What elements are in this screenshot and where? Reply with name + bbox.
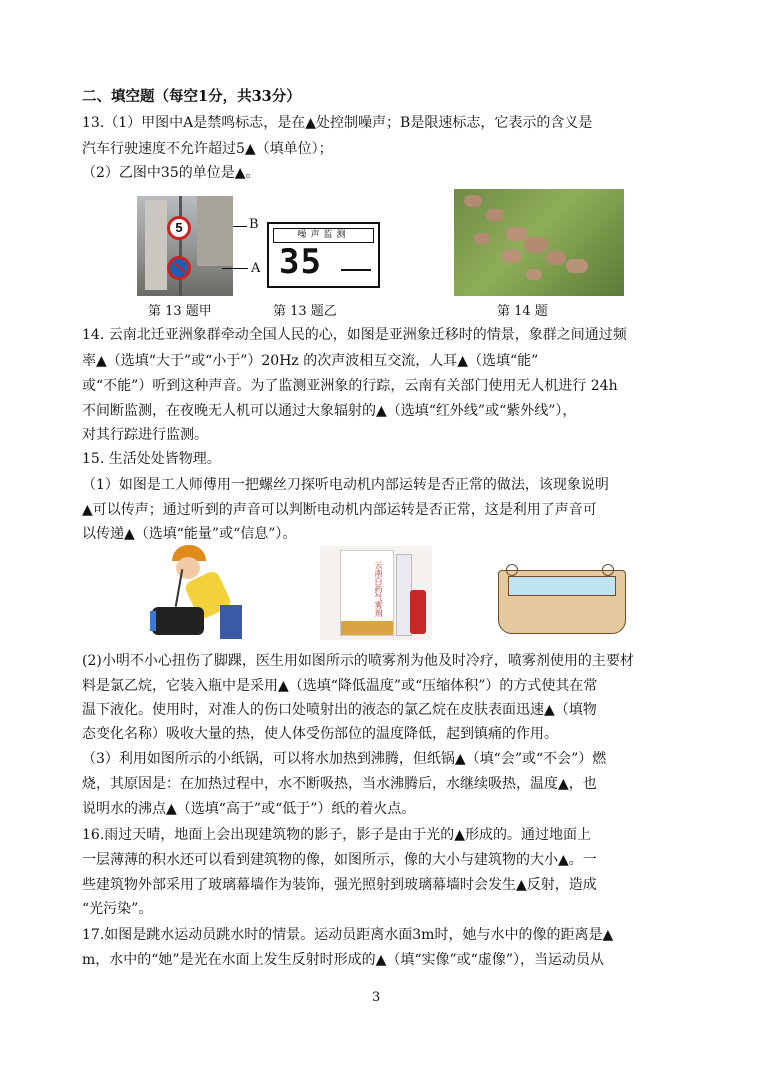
meter-title: 噪声监测 xyxy=(273,228,374,243)
q13-line2: 汽车行驶速度不允许超过5▲（填单位）； xyxy=(82,141,333,157)
meter-value: 35 xyxy=(279,242,322,282)
q13-line3: （2）乙图中35的单位是▲。 xyxy=(82,165,260,181)
caption-14: 第 14 题 xyxy=(497,304,548,319)
q14-line5: 对其行踪进行监测。 xyxy=(82,427,208,443)
elephant-photo xyxy=(454,189,624,296)
q14-line3: 或“不能”）听到这种声音。为了监测亚洲象的行踪，云南有关部门使用无人机进行 24h xyxy=(82,378,618,394)
spray-label: 云南白药气雾剂 xyxy=(374,561,383,617)
q15-3-line3: 说明水的沸点▲（选填“高于”或“低于”）纸的着火点。 xyxy=(82,801,416,817)
page-number: 3 xyxy=(372,990,381,1005)
q15-3-line2: 烧，其原因是：在加热过程中，水不断吸热，当水沸腾后，水继续吸热，温度▲，也 xyxy=(82,776,597,792)
no-horn-sign xyxy=(167,256,191,280)
q14-line1: 14. 云南北迁亚洲象群牵动全国人民的心，如图是亚洲象迁移时的情景，象群之间通过频 xyxy=(82,327,627,343)
q15-1-line3: 以传递▲（选填“能量”或“信息”）。 xyxy=(82,526,297,542)
caption-13-yi: 第 13 题乙 xyxy=(273,304,337,319)
q17-line1: 17.如图是跳水运动员跳水时的情景。运动员距离水面3m时，她与水中的像的距离是▲ xyxy=(82,927,614,943)
q16-line4: “光污染”。 xyxy=(82,901,153,917)
label-b: B xyxy=(249,217,259,232)
spray-figure xyxy=(320,546,432,640)
q15-1-line2: ▲可以传声；通过听到的声音可以判断电动机内部运转是否正常，这是利用了声音可 xyxy=(82,502,597,518)
q17-line2: m，水中的“她”是光在水面上发生反射时形成的▲（填“实像”或“虚像”），当运动员从 xyxy=(82,952,604,968)
label-b-line xyxy=(233,226,247,227)
spray-box xyxy=(340,550,394,636)
section-title: 二、填空题（每空1分，共33分） xyxy=(82,88,301,105)
q14-line2: 率▲（选填“大于”或“小于”）20Hz 的次声波相互交流，人耳▲（选填“能” xyxy=(82,353,539,369)
sign-photo xyxy=(137,196,233,296)
q15-2-line2: 料是氯乙烷，它装入瓶中是采用▲（选填“降低温度”或“压缩体积”）的方式使其在常 xyxy=(82,678,598,694)
noise-meter xyxy=(267,222,380,288)
q16-line3: 些建筑物外部采用了玻璃幕墙作为装饰，强光照射到玻璃幕墙时会发生▲反射，造成 xyxy=(82,877,597,893)
q15-2-line1: (2)小明不小心扭伤了脚踝，医生用如图所示的喷雾剂为他及时冷疗，喷雾剂使用的主要材 xyxy=(82,653,634,669)
speed-limit-sign: 5 xyxy=(167,216,191,240)
worker-motor-figure xyxy=(150,545,250,640)
q16-line1: 16.雨过天晴，地面上会出现建筑物的影子，影子是由于光的▲形成的。通过地面上 xyxy=(82,827,592,843)
q15-2-line4: 态变化名称）吸收大量的热，使人体受伤部位的温度降低，起到镇痛的作用。 xyxy=(82,726,558,742)
caption-13-jia: 第 13 题甲 xyxy=(148,304,212,319)
q15-1-line1: （1）如图是工人师傅用一把螺丝刀探听电动机内部运转是否正常的做法，该现象说明 xyxy=(82,477,609,493)
q14-line4: 不间断监测，在夜晚无人机可以通过大象辐射的▲（选填“红外线”或“紫外线”）， xyxy=(82,403,577,419)
q15-3-line1: （3）利用如图所示的小纸锅，可以将水加热到沸腾，但纸锅▲（填“会”或“不会”）燃 xyxy=(82,751,607,767)
q15-intro: 15. 生活处处皆物理。 xyxy=(82,451,221,467)
q15-2-line3: 温下液化。使用时，对准人的伤口处喷射出的液态的氯乙烷在皮肤表面迅速▲（填物 xyxy=(82,702,597,718)
paper-pot-figure xyxy=(494,556,634,638)
label-a: A xyxy=(251,261,261,276)
q16-line2: 一层薄薄的积水还可以看到建筑物的像，如图所示，像的大小与建筑物的大小▲。一 xyxy=(82,852,597,868)
q13-line1: 13.（1）甲图中A是禁鸣标志，是在▲处控制噪声；B是限速标志，它表示的含义是 xyxy=(82,115,593,131)
label-a-line xyxy=(222,268,248,269)
